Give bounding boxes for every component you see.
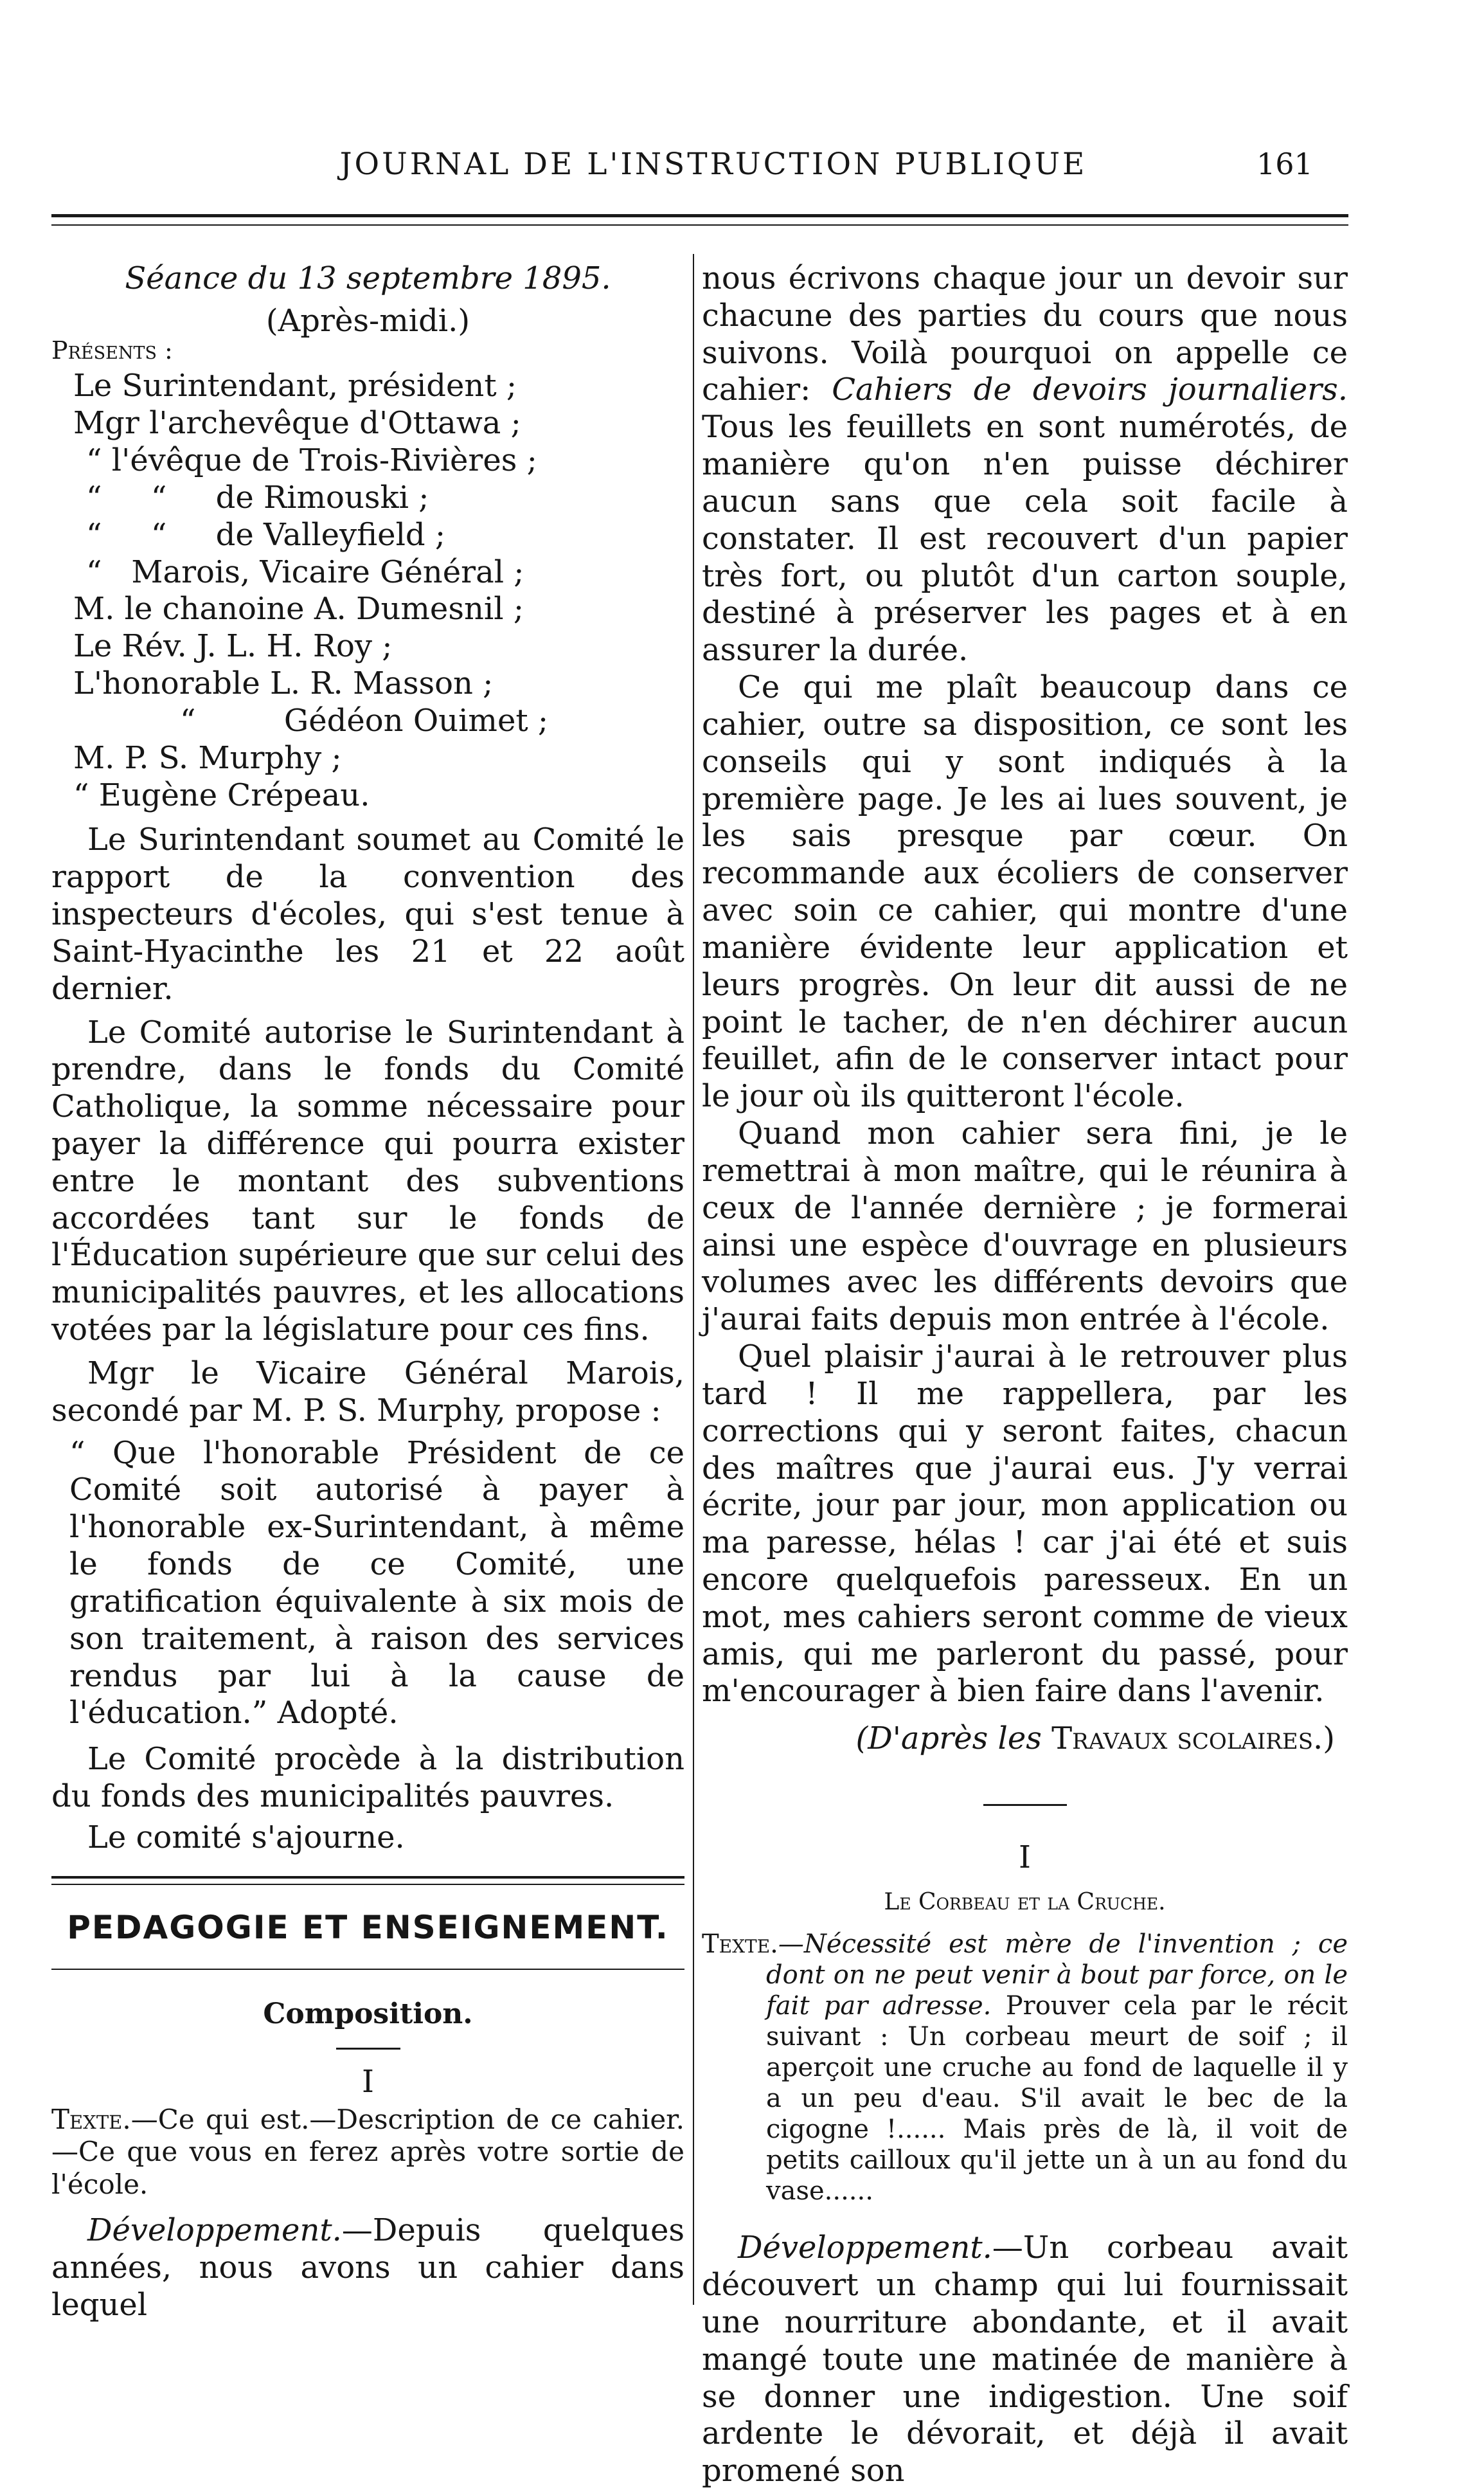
page-number: 161 bbox=[1256, 147, 1313, 181]
resolution-text: “ Que l'honorable Président de ce Comité soit autorisé à payer à l'honorable ex-Surintendant, à même le fonds de ce Comité, une gratification équivalente à six mois de son traitement, à raison des services rendus par lui à la cause de l'éducation.” Adopté. bbox=[69, 1434, 684, 1731]
seance-subtitle: (Après-midi.) bbox=[265, 302, 470, 339]
texte-body: Prouver cela par le récit suivant : Un corbeau meurt de soif ; il aperçoit une cruche au fond de laquelle il y a un peu d'eau. S'il avait le bec de la cigogne !...... Mais près de là, il voit de petits cailloux qu'il jette un à un au fond du vase...... bbox=[766, 1991, 1348, 2206]
fable-title: Le Corbeau et la Cruche. bbox=[884, 1888, 1166, 1915]
resolution-quote bbox=[51, 1435, 684, 1733]
attendee: Le Surintendant, président ; bbox=[73, 368, 517, 404]
developpement-label: Développement. bbox=[738, 2230, 992, 2266]
paragraph-plaisir: Quel plaisir j'aurai à le retrouver plus tard ! Il me rappellera, par les corrections qui y seront faites, chacun des maîtres que j'aurai eus. J'y verrai écrite, jour par jour, mon application ou ma paresse, hélas ! car j'ai été et suis encore quelquefois paresseux. En un mot, mes cahiers seront comme de vieux amis, qui me parleront du passé, pour m'encourager à bien faire dans l'avenir. bbox=[702, 1339, 1348, 1710]
cahier-text-end: Tous les feuillets en sont numérotés, de manière qu'on n'en puisse déchirer aucun sans que cela soit facile à constater. Il est recouvert d'un papier très fort, ou plutôt d'un carton souple, destiné à préserver les pages et à en assurer la durée. bbox=[702, 409, 1348, 669]
paragraph-rapport: Le Surintendant soumet au Comité le rapport de la convention des inspecteurs d'écoles, qui s'est tenue à Saint-Hyacinthe les 21 et 22 août dernier. bbox=[51, 822, 684, 1007]
right-column bbox=[702, 260, 1348, 2490]
attendee: Mgr l'archevêque d'Ottawa ; bbox=[73, 405, 521, 442]
attendee: L'honorable L. R. Masson ; bbox=[73, 665, 494, 702]
paragraph-fini: Quand mon cahier sera fini, je le remettrai à mon maître, qui le réunira à ceux de l'année dernière ; je formerai ainsi une espèce d'ouvrage en plusieurs volumes avec les différents devoirs que j'aurai faits depuis mon entrée à l'école. bbox=[702, 1115, 1348, 1338]
roman-numeral-left: I bbox=[362, 2064, 374, 2100]
fable-texte-text bbox=[702, 1929, 1348, 2206]
developpement-left bbox=[51, 2212, 684, 2323]
developpement-label: Développement. bbox=[87, 2212, 342, 2248]
attribution-source: Travaux scolaires. bbox=[1051, 1720, 1323, 1757]
texte-italic: —Nécessité est mère de l'invention ; ce dont on ne peut venir à bout par force, on le fait par adresse. bbox=[766, 1929, 1348, 2021]
texte-label: Texte. bbox=[51, 2103, 131, 2135]
composition-title: Composition. bbox=[263, 1997, 473, 2030]
journal-title: JOURNAL DE L'INSTRUCTION PUBLIQUE bbox=[339, 147, 1087, 182]
developpement-body: —Un corbeau avait découvert un champ qui lui fournissait une nourriture abondante, et il avait mangé toute une matinée de manière à se donner une indigestion. Une soif ardente le dévorait, et déjà il avait promené son bbox=[702, 2230, 1348, 2489]
attendee: “ Gédéon Ouimet ; bbox=[180, 702, 549, 739]
attendee: Le Rév. J. L. H. Roy ; bbox=[73, 628, 393, 665]
section-rule-bottom bbox=[51, 1969, 684, 1970]
attendee: “ l'évêque de Trois-Rivières ; bbox=[86, 442, 537, 479]
left-column bbox=[51, 260, 684, 2323]
attendee: “ Eugène Crépeau. bbox=[73, 777, 370, 813]
texte-label: Texte. bbox=[702, 1929, 778, 1960]
fable-texte bbox=[702, 1929, 1348, 2206]
developpement-right bbox=[702, 2230, 1348, 2490]
presents-label: Présents : bbox=[51, 336, 173, 365]
short-rule bbox=[336, 2048, 400, 2050]
paragraph-autorise: Le Comité autorise le Surintendant à prendre, dans le fonds du Comité Catholique, la somme nécessaire pour payer la différence qui pourra exister entre le montant des subventions accordées tant sur le fonds de l'Éducation supérieure que sur celui des municipalités pauvres, et les allocations votées par la législature pour ces fins. bbox=[51, 1014, 684, 1348]
attendee-list bbox=[51, 368, 684, 814]
texte-body: —Ce qui est.—Description de ce cahier. —Ce que vous en ferez après votre sortie de l'école. bbox=[51, 2103, 684, 2200]
paragraph-ajourne: Le comité s'ajourne. bbox=[87, 1819, 405, 1855]
cahier-text-start: nous écrivons chaque jour un devoir sur chacune des parties du cours que nous suivons. Voilà pourquoi on appelle ce cahier: bbox=[702, 260, 1348, 408]
header-rule-thin bbox=[51, 224, 1348, 226]
paragraph-cahier bbox=[702, 260, 1348, 669]
attendee: M. P. S. Murphy ; bbox=[73, 739, 342, 776]
header-rule-thick bbox=[51, 214, 1348, 217]
attribution-suffix: ) bbox=[1323, 1720, 1335, 1757]
cahier-title: Cahiers de devoirs journaliers. bbox=[832, 372, 1348, 408]
attendee: “ “ de Rimouski ; bbox=[86, 479, 429, 516]
section-title: PEDAGOGIE ET ENSEIGNEMENT. bbox=[67, 1908, 669, 1946]
texte-left bbox=[51, 2104, 684, 2201]
paragraph-marois: Mgr le Vicaire Général Marois, secondé par M. P. S. Murphy, propose : bbox=[51, 1355, 684, 1429]
short-rule bbox=[983, 1804, 1067, 1806]
roman-numeral-right: I bbox=[1019, 1839, 1031, 1876]
attribution bbox=[702, 1720, 1348, 1758]
attendee: “ Marois, Vicaire Général ; bbox=[86, 554, 524, 590]
section-rule bbox=[51, 1876, 684, 1885]
seance-title: Séance du 13 septembre 1895. bbox=[125, 260, 611, 296]
column-divider bbox=[693, 254, 694, 2305]
attendee: “ “ de Valleyfield ; bbox=[86, 516, 446, 553]
attribution-prefix: (D'après les bbox=[855, 1720, 1052, 1757]
paragraph-distribution: Le Comité procède à la distribution du fonds des municipalités pauvres. bbox=[51, 1741, 684, 1815]
paragraph-plait: Ce qui me plaît beaucoup dans ce cahier, outre sa disposition, ce sont les conseils qui y sont indiqués à la première page. Je les ai lues souvent, je les sais presque par cœur. On recommande aux écoliers de conserver avec soin ce cahier, qui montre d'une manière évidente leur application et leurs progrès. On leur dit aussi de ne point le tacher, de n'en déchirer aucun feuillet, afin de le conserver intact pour le jour où ils quitteront l'école. bbox=[702, 669, 1348, 1115]
attendee: M. le chanoine A. Dumesnil ; bbox=[73, 591, 524, 627]
developpement-body: —Depuis quelques années, nous avons un cahier dans lequel bbox=[51, 2212, 684, 2323]
